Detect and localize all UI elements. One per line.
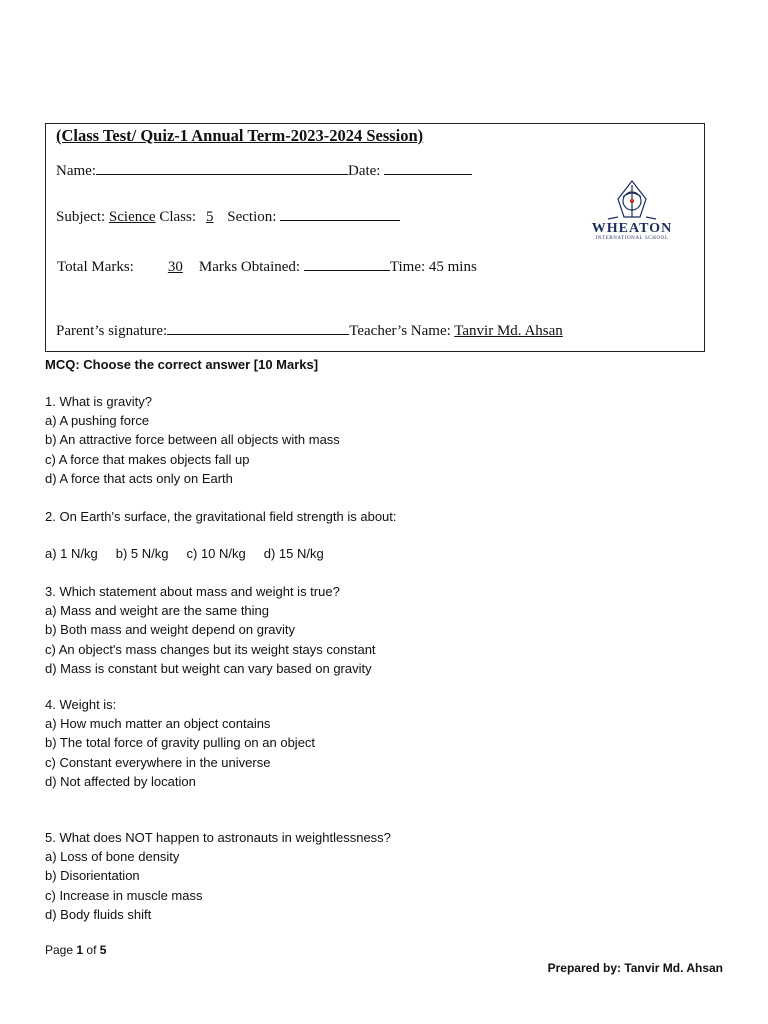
quiz-title: (Class Test/ Quiz-1 Annual Term-2023-2024 Session) bbox=[56, 126, 424, 145]
option-b: b) An attractive force between all objects with mass bbox=[45, 432, 340, 448]
time-label: Time: 45 mins bbox=[389, 259, 477, 275]
option-a: a) How much matter an object contains bbox=[45, 716, 271, 732]
option-d: d) A force that acts only on Earth bbox=[45, 470, 233, 486]
page-label: Page bbox=[45, 943, 74, 957]
option-a: a) Loss of bone density bbox=[45, 849, 180, 865]
question-block bbox=[45, 695, 315, 791]
question-block bbox=[45, 507, 397, 526]
page-of: of bbox=[86, 943, 97, 957]
question-block bbox=[45, 828, 391, 924]
option-c: c) A force that makes objects fall up bbox=[45, 451, 250, 467]
date-field[interactable] bbox=[384, 161, 472, 175]
signature-line bbox=[56, 321, 563, 340]
subject-label: Subject: bbox=[56, 209, 106, 225]
option-a: a) Mass and weight are the same thing bbox=[45, 603, 270, 619]
logo-subtitle: INTERNATIONAL SCHOOL bbox=[595, 236, 669, 241]
option-a: a) 1 N/kg bbox=[45, 546, 98, 561]
option-d: d) 15 N/kg bbox=[263, 546, 324, 561]
parent-signature-label: Parent’s signature: bbox=[56, 323, 168, 339]
question-block bbox=[45, 392, 340, 488]
subject-class-line bbox=[56, 207, 400, 226]
logo-name: WHEATON bbox=[591, 221, 673, 236]
question-text: 1. What is gravity? bbox=[45, 394, 152, 409]
option-c: c) An object's mass changes but its weight stays constant bbox=[45, 641, 376, 657]
marks-obtained-field[interactable] bbox=[304, 257, 390, 271]
class-label: Class: bbox=[159, 209, 196, 225]
option-b: b) The total force of gravity pulling on an object bbox=[45, 735, 316, 751]
option-d: d) Body fluids shift bbox=[45, 906, 152, 922]
option-a: a) A pushing force bbox=[45, 413, 150, 429]
section-title: MCQ: Choose the correct answer [10 Marks] bbox=[45, 357, 319, 372]
question-block bbox=[45, 582, 376, 678]
inline-options bbox=[45, 544, 342, 563]
option-c: c) Constant everywhere in the universe bbox=[45, 754, 271, 770]
marks-time-line bbox=[57, 257, 477, 276]
quiz-header-box bbox=[45, 123, 705, 352]
wheaton-emblem-icon bbox=[590, 179, 674, 221]
page-total: 5 bbox=[99, 943, 107, 957]
page-number bbox=[45, 943, 106, 957]
teacher-name-value: Tanvir Md. Ahsan bbox=[454, 323, 563, 339]
section-label: Section: bbox=[227, 209, 277, 225]
marks-obtained-label: Marks Obtained: bbox=[198, 259, 301, 275]
total-marks-value: 30 bbox=[167, 259, 183, 275]
option-b: b) Disorientation bbox=[45, 868, 140, 884]
question-text: 3. Which statement about mass and weight is true? bbox=[45, 584, 340, 599]
total-marks-label: Total Marks: bbox=[57, 259, 134, 275]
subject-value: Science bbox=[108, 209, 156, 225]
option-b: b) Both mass and weight depend on gravity bbox=[45, 622, 296, 638]
date-label: Date: bbox=[347, 163, 381, 179]
class-value: 5 bbox=[206, 209, 214, 225]
name-label: Name: bbox=[56, 163, 96, 179]
section-field[interactable] bbox=[280, 207, 400, 221]
question-text: 2. On Earth's surface, the gravitational field strength is about: bbox=[45, 509, 397, 524]
name-date-line bbox=[56, 161, 472, 180]
prepared-by: Prepared by: Tanvir Md. Ahsan bbox=[547, 961, 723, 975]
option-c: c) 10 N/kg bbox=[186, 546, 246, 561]
school-logo bbox=[590, 179, 674, 245]
teacher-name-label: Teacher’s Name: bbox=[349, 323, 451, 339]
parent-signature-field[interactable] bbox=[167, 321, 349, 335]
option-d: d) Mass is constant but weight can vary based on gravity bbox=[45, 660, 372, 676]
option-d: d) Not affected by location bbox=[45, 773, 196, 789]
page-current: 1 bbox=[76, 943, 84, 957]
option-c: c) Increase in muscle mass bbox=[45, 887, 203, 903]
name-field[interactable] bbox=[96, 161, 348, 175]
question-text: 4. Weight is: bbox=[45, 697, 117, 712]
option-b: b) 5 N/kg bbox=[115, 546, 169, 561]
question-text: 5. What does NOT happen to astronauts in weightlessness? bbox=[45, 830, 391, 845]
